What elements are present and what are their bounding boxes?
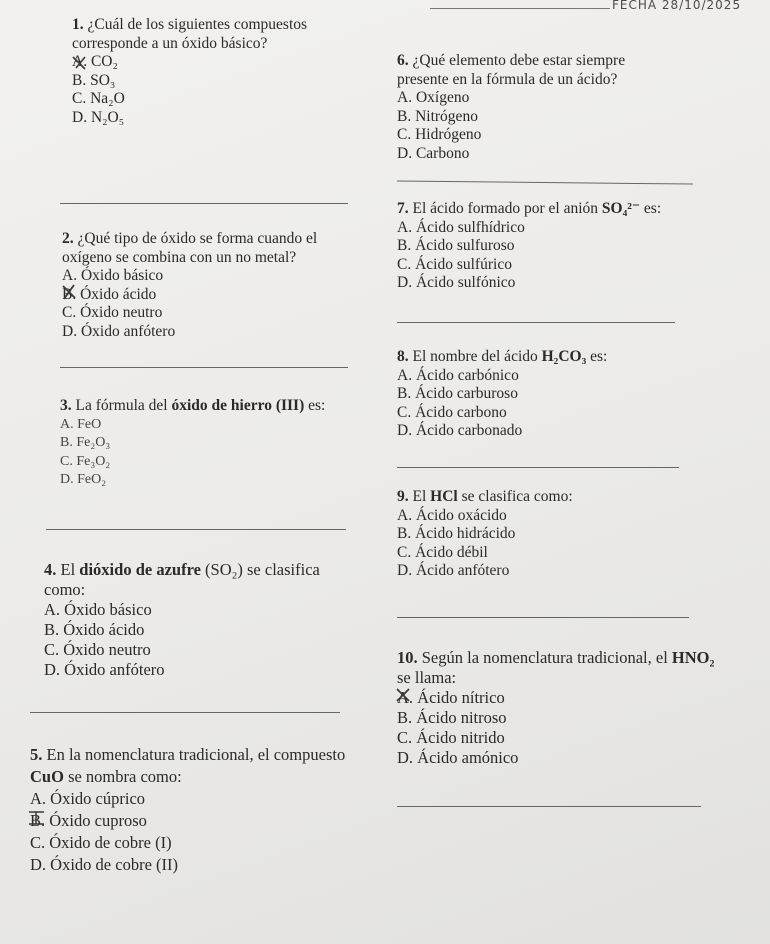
question-8-option-b[interactable] — [397, 385, 697, 404]
option-text: FeO₂ — [77, 472, 107, 487]
question-1-stem — [72, 16, 342, 53]
option-text: CO₂ — [90, 53, 118, 70]
option-letter: C. — [62, 304, 77, 321]
question-10-number: 10. — [397, 648, 418, 667]
option-text: Hidrógeno — [415, 126, 482, 143]
pen-mark-q10 — [394, 686, 412, 704]
question-3-text-bold: óxido de hierro (III) — [171, 397, 305, 414]
pen-mark-q1 — [70, 54, 88, 72]
question-10-option-a[interactable] — [397, 688, 717, 708]
option-letter: B. — [397, 385, 412, 402]
question-8 — [397, 348, 697, 441]
question-9-text-pre: El — [412, 488, 431, 505]
question-3-option-b[interactable] — [60, 434, 360, 453]
option-text: Óxido básico — [64, 600, 152, 619]
question-9-text-bold: HCl — [430, 488, 458, 505]
question-4-option-a[interactable] — [44, 600, 364, 620]
question-8-option-a[interactable] — [397, 367, 697, 386]
option-text: Ácido carburoso — [415, 385, 518, 402]
option-letter: D. — [30, 855, 47, 874]
option-text: Ácido nitroso — [416, 708, 507, 727]
answer-line-8 — [397, 467, 679, 468]
question-3-option-c[interactable] — [60, 453, 360, 472]
option-letter: A. — [44, 600, 61, 619]
question-7-stem — [397, 200, 697, 219]
answer-line-7 — [397, 322, 675, 323]
question-1-number: 1. — [72, 16, 84, 33]
option-text: Óxido ácido — [63, 620, 145, 639]
answer-line-2 — [60, 367, 348, 368]
option-text: Óxido básico — [80, 267, 164, 284]
option-letter: B. — [397, 107, 412, 125]
question-7-text-bold: SO₄²⁻ — [601, 200, 641, 217]
question-10-option-c[interactable] — [397, 728, 717, 748]
question-10-option-b[interactable] — [397, 708, 717, 728]
option-letter: A. — [397, 366, 413, 384]
question-8-text-post: es: — [586, 348, 608, 365]
option-text: Óxido cúprico — [50, 789, 146, 808]
question-3-option-a[interactable] — [60, 416, 360, 435]
question-5-text-post: se nombra como: — [63, 767, 182, 786]
question-2 — [62, 230, 362, 341]
option-letter: D. — [62, 322, 78, 340]
question-8-text-bold: H₂CO₃ — [541, 348, 587, 365]
question-10 — [397, 648, 717, 768]
question-6-text: ¿Qué elemento debe estar siempre presente en la fórmula de un ácido? — [397, 52, 626, 88]
question-4-stem — [44, 560, 364, 600]
question-7-text-pre: El ácido formado por el anión — [412, 200, 602, 217]
question-10-text-post: se llama: — [397, 668, 457, 687]
question-10-text-pre: Según la nomenclatura tradicional, el — [421, 648, 672, 667]
question-6-number: 6. — [397, 52, 409, 69]
option-text: Nitrógeno — [415, 107, 478, 125]
question-6-stem — [397, 52, 657, 89]
option-text: Carbono — [415, 144, 470, 162]
question-8-option-d[interactable] — [397, 422, 697, 441]
question-6-option-b[interactable] — [397, 108, 657, 127]
option-letter: D. — [397, 748, 414, 767]
question-10-option-d[interactable] — [397, 748, 717, 768]
answer-line-10 — [397, 806, 701, 807]
question-2-stem — [62, 230, 362, 267]
question-1-option-d[interactable] — [72, 109, 342, 128]
question-4-option-c[interactable] — [44, 640, 364, 660]
date-header: FECHA 28/10/2025 — [612, 0, 742, 12]
question-9-stem — [397, 488, 697, 507]
option-text: Óxido ácido — [80, 285, 157, 303]
question-3-option-d[interactable] — [60, 471, 360, 490]
question-4-number: 4. — [44, 560, 57, 579]
question-9-text-post: se clasifica como: — [457, 488, 573, 505]
question-9-option-a[interactable] — [397, 507, 697, 526]
option-letter: A. — [397, 218, 413, 236]
question-1-option-a[interactable] — [72, 53, 342, 72]
question-4-text-bold: dióxido de azufre — [79, 560, 201, 579]
question-5-option-c[interactable] — [30, 832, 370, 854]
question-6-option-a[interactable] — [397, 89, 657, 108]
question-6 — [397, 52, 657, 163]
option-text: Óxido de cobre (I) — [49, 833, 172, 852]
question-5-text-pre: En la nomenclatura tradicional, el compuesto — [46, 745, 346, 764]
option-letter: B. — [397, 237, 412, 254]
option-text: Ácido carbonado — [415, 422, 523, 439]
option-letter: B. — [397, 708, 413, 727]
question-3-text-post: es: — [304, 397, 326, 414]
question-5-option-d[interactable] — [30, 854, 370, 876]
option-text: Óxido cuproso — [49, 811, 147, 830]
answer-line-1 — [60, 203, 348, 204]
question-3-stem — [60, 397, 360, 416]
option-letter: C. — [397, 403, 412, 421]
option-letter: D. — [72, 108, 88, 126]
option-letter: D. — [60, 472, 74, 487]
question-1-option-b[interactable] — [72, 72, 342, 91]
option-letter: D. — [397, 562, 413, 579]
question-7-text-post: es: — [640, 200, 662, 217]
option-text: Ácido carbónico — [415, 366, 519, 384]
option-letter: A. — [60, 416, 74, 432]
option-letter: C. — [397, 126, 412, 143]
option-text: Ácido sulfónico — [415, 274, 516, 291]
question-5-text-bold: CuO — [30, 767, 64, 786]
option-letter: D. — [397, 274, 413, 291]
option-text: Óxido anfótero — [80, 322, 176, 340]
question-8-stem — [397, 348, 697, 367]
question-9-option-b[interactable] — [397, 525, 697, 544]
option-text: Ácido débil — [415, 543, 488, 561]
option-letter: C. — [30, 833, 46, 852]
option-text: Oxígeno — [415, 89, 470, 106]
question-3-text-pre: La fórmula del — [75, 397, 172, 414]
question-6-option-c[interactable] — [397, 126, 657, 145]
question-5-number: 5. — [30, 745, 43, 764]
option-letter: C. — [60, 453, 73, 469]
option-text: Óxido neutro — [80, 304, 163, 321]
question-5 — [30, 744, 370, 876]
question-5-option-a[interactable] — [30, 788, 370, 810]
option-text: N₂O₅ — [90, 108, 125, 126]
option-letter: A. — [397, 506, 413, 524]
option-text: Ácido sulfúrico — [415, 255, 512, 273]
question-10-text-bold: HNO₂ — [671, 648, 715, 667]
option-text: Fe₂O₃ — [76, 435, 111, 450]
question-2-option-c[interactable] — [62, 304, 362, 323]
option-text: Óxido anfótero — [64, 660, 165, 679]
date-underline — [430, 8, 610, 9]
option-letter: C. — [397, 728, 413, 747]
option-text: Ácido anfótero — [415, 562, 510, 579]
question-8-text-pre: El nombre del ácido — [412, 348, 542, 365]
question-2-text: ¿Qué tipo de óxido se forma cuando el oxígeno se combina con un no metal? — [62, 230, 318, 266]
question-1-text: ¿Cuál de los siguientes compuestos corresponde a un óxido básico? — [72, 16, 308, 52]
question-4-option-b[interactable] — [44, 620, 364, 640]
option-letter: C. — [397, 255, 412, 273]
option-letter: B. — [30, 811, 46, 830]
option-letter: C. — [72, 90, 87, 107]
question-5-option-b[interactable] — [30, 810, 370, 832]
option-letter: B. — [60, 435, 73, 450]
question-2-option-a[interactable] — [62, 267, 362, 286]
question-2-option-b[interactable] — [62, 286, 362, 305]
question-1 — [72, 16, 342, 127]
question-6-option-d[interactable] — [397, 145, 657, 164]
option-text: Na₂O — [90, 90, 125, 107]
question-3 — [60, 397, 360, 490]
question-7 — [397, 200, 697, 293]
question-7-option-d[interactable] — [397, 274, 697, 293]
option-text: Ácido sulfuroso — [415, 237, 515, 254]
option-letter: B. — [397, 525, 412, 542]
option-text: FeO — [77, 416, 102, 432]
option-text: SO₃ — [90, 71, 116, 89]
question-2-number: 2. — [62, 230, 74, 247]
question-5-stem — [30, 744, 370, 788]
option-letter: B. — [44, 620, 60, 639]
answer-line-4 — [30, 712, 340, 713]
option-text: Ácido hidrácido — [415, 525, 516, 542]
question-9-number: 9. — [397, 488, 409, 505]
question-9-option-d[interactable] — [397, 562, 697, 581]
option-letter: A. — [397, 688, 414, 707]
answer-line-3 — [46, 529, 346, 530]
answer-line-9 — [397, 617, 689, 618]
pen-mark-q5 — [26, 808, 48, 828]
question-10-stem — [397, 648, 717, 688]
option-text: Ácido nitrido — [416, 728, 505, 747]
question-2-option-d[interactable] — [62, 323, 362, 342]
option-letter: C. — [44, 640, 60, 659]
question-7-option-c[interactable] — [397, 256, 697, 275]
option-letter: D. — [44, 660, 61, 679]
pen-mark-q2 — [60, 283, 78, 301]
option-text: Ácido nítrico — [417, 688, 505, 707]
question-4-option-d[interactable] — [44, 660, 364, 680]
question-8-option-c[interactable] — [397, 404, 697, 423]
question-1-option-c[interactable] — [72, 90, 342, 109]
question-4-text-pre: El — [60, 560, 80, 579]
answer-line-6 — [397, 180, 693, 184]
option-letter: C. — [397, 543, 412, 561]
question-9 — [397, 488, 697, 581]
option-text: Ácido carbono — [415, 403, 507, 421]
option-letter: A. — [30, 789, 47, 808]
question-4 — [44, 560, 364, 680]
question-7-option-b[interactable] — [397, 237, 697, 256]
option-letter: A. — [72, 53, 88, 70]
question-7-number: 7. — [397, 200, 409, 217]
question-9-option-c[interactable] — [397, 544, 697, 563]
question-4-text-post: (SO₂) se clasifica como: — [44, 560, 320, 599]
option-letter: A. — [62, 267, 78, 284]
option-text: Óxido de cobre (II) — [50, 855, 178, 874]
option-letter: B. — [62, 285, 77, 303]
option-letter: D. — [397, 144, 413, 162]
option-text: Ácido sulfhídrico — [415, 218, 525, 236]
option-letter: D. — [397, 422, 413, 439]
option-text: Óxido neutro — [63, 640, 151, 659]
option-letter: B. — [72, 71, 87, 89]
question-8-number: 8. — [397, 348, 409, 365]
option-text: Ácido oxácido — [415, 506, 507, 524]
question-7-option-a[interactable] — [397, 219, 697, 238]
option-text: Ácido amónico — [417, 748, 519, 767]
option-letter: A. — [397, 89, 413, 106]
question-3-number: 3. — [60, 397, 72, 414]
option-text: Fe₃O₂ — [76, 453, 111, 469]
